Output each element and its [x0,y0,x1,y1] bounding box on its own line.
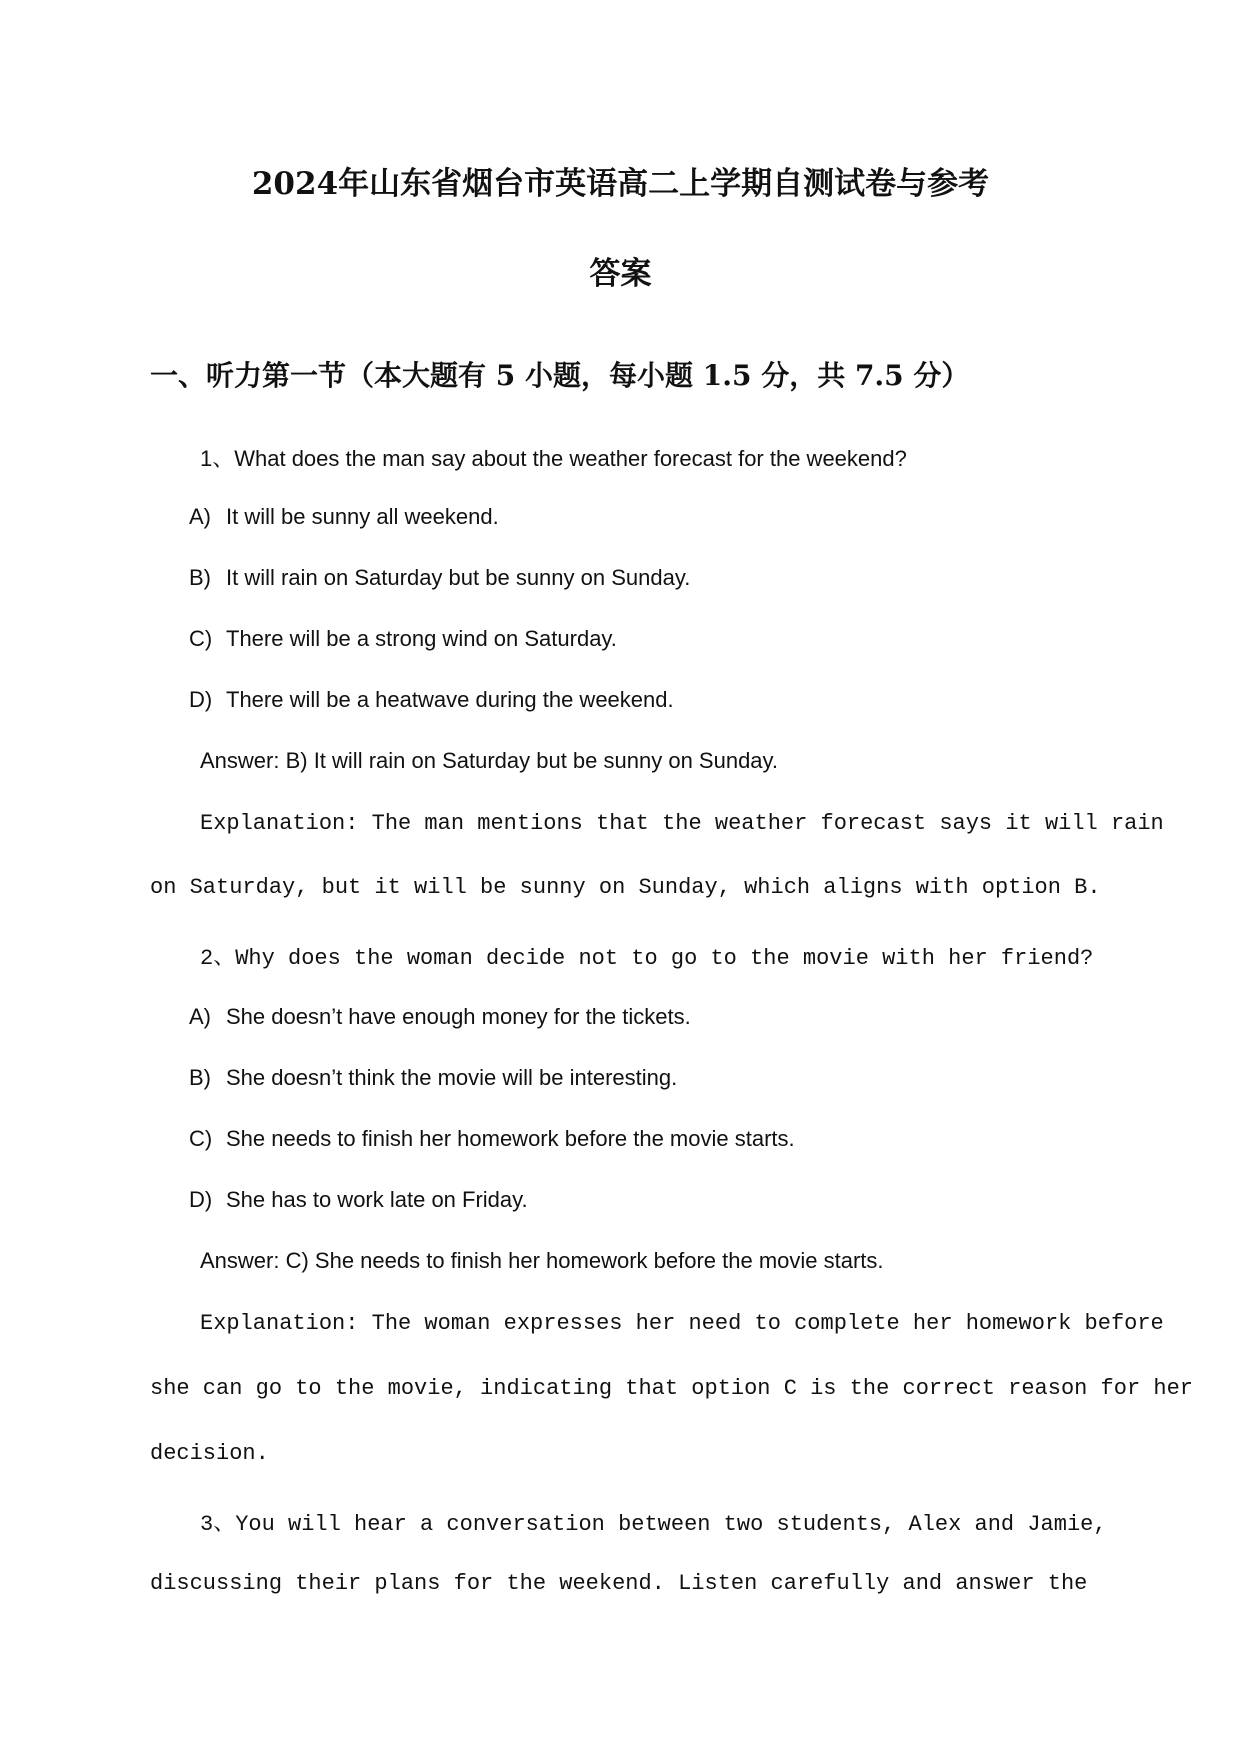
document-title-line-1: 2024年山东省烟台市英语高二上学期自测试卷与参考 [251,166,990,202]
question-1-option-c [189,626,617,652]
option-text: It will be sunny all weekend. [226,504,499,529]
question-2-option-b [189,1065,677,1091]
question-1-explanation-line-2: on Saturday, but it will be sunny on Sunday, which aligns with option B. [150,875,1101,900]
question-2-prompt: 2、Why does the woman decide not to go to the movie with her friend? [200,946,1094,971]
option-text: She doesn’t have enough money for the tickets. [226,1004,691,1029]
option-letter: B) [189,565,211,590]
section-heading: 一、听力第一节（本大题有 5 小题，每小题 1.5 分，共 7.5 分） [150,359,970,392]
option-text: There will be a strong wind on Saturday. [226,626,617,651]
question-1-explanation-line-1: Explanation: The man mentions that the weather forecast says it will rain [200,811,1164,836]
question-1-prompt: 1、What does the man say about the weather forecast for the weekend? [200,446,907,471]
question-3-prompt-line-1: 3、You will hear a conversation between two students, Alex and Jamie, [200,1512,1107,1537]
option-letter: A) [189,1004,211,1029]
question-1-option-b [189,565,690,591]
question-2-option-a [189,1004,691,1030]
option-text: She doesn’t think the movie will be interesting. [226,1065,678,1090]
question-2-answer: Answer: C) She needs to finish her homework before the movie starts. [200,1248,884,1273]
option-text: She has to work late on Friday. [226,1187,528,1212]
question-2-option-c [189,1126,795,1152]
question-3-prompt-line-2: discussing their plans for the weekend. Listen carefully and answer the [150,1571,1088,1596]
question-1-answer: Answer: B) It will rain on Saturday but be sunny on Sunday. [200,748,779,773]
option-letter: A) [189,504,211,529]
question-2-explanation-line-1: Explanation: The woman expresses her need to complete her homework before [200,1311,1164,1336]
option-text: It will rain on Saturday but be sunny on Sunday. [226,565,691,590]
option-letter: C) [189,626,213,651]
option-letter: B) [189,1065,211,1090]
option-text: She needs to finish her homework before the movie starts. [226,1126,795,1151]
question-2-explanation-line-3: decision. [150,1441,269,1466]
question-2-option-d [189,1187,528,1213]
option-letter: D) [189,687,213,712]
question-1-option-a [189,504,499,530]
document-title-line-2: 答案 [589,256,652,292]
option-letter: C) [189,1126,213,1151]
question-2-explanation-line-2: she can go to the movie, indicating that option C is the correct reason for her [150,1376,1193,1401]
option-letter: D) [189,1187,213,1212]
question-1-option-d [189,687,674,713]
option-text: There will be a heatwave during the weekend. [226,687,674,712]
